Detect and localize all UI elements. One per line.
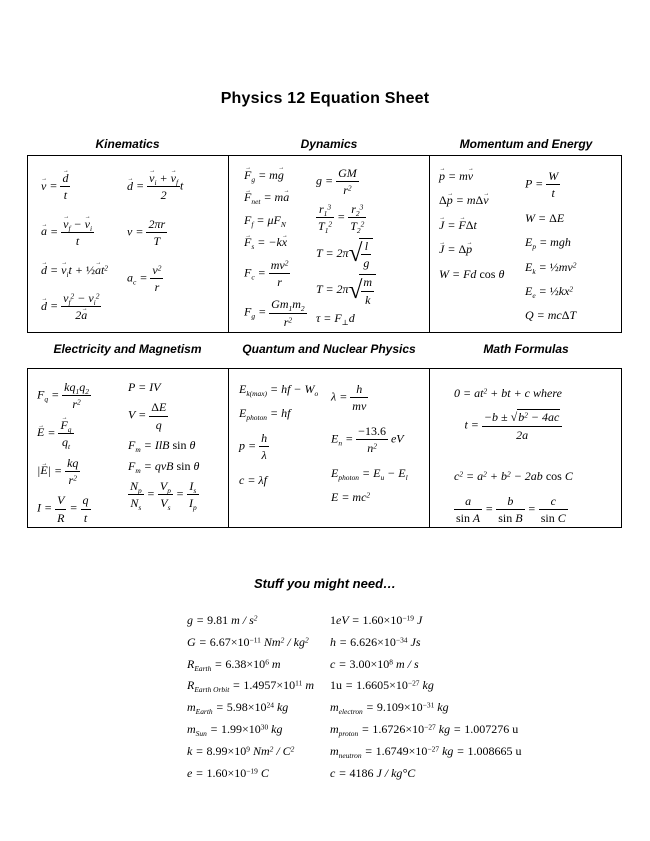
constants-section	[187, 612, 522, 786]
formula: $E_p$ = mgh	[525, 235, 571, 252]
constants-column-1	[187, 612, 330, 786]
formula: T = 2π √ $\frac{m}{k}$	[316, 274, 376, 307]
formula: Δp → = mΔv →	[439, 193, 525, 207]
formula: V = $\frac{\Delta E}{q}$	[128, 400, 167, 432]
formula: $F_m$ = qvB sin θ	[128, 458, 200, 475]
formula: J → = Δp →	[439, 242, 525, 256]
formula: $F_c$ = $\frac{mv^2}{r}$	[244, 257, 289, 289]
formula: p → = mv →	[439, 169, 525, 183]
formula: P = $\frac{W}{t}$	[525, 169, 559, 201]
formula: $E_k$ = $\frac{1}{2}mv^2$	[525, 259, 577, 276]
formula: $m_{neutron} = 1.6749\times 10^{-27}$ kg = 1.008665 u	[330, 743, 522, 760]
formula: $F_q$ = $\frac{kq_1q_2}{r^2}$	[37, 380, 89, 412]
formula: E → = $\frac{F \to_q}{q_t}$	[37, 418, 128, 450]
formula: $E = mc^2$	[331, 489, 371, 504]
formula: g = 9.81 m / $s^2$	[187, 613, 258, 627]
formula: p = $\frac{h}{\lambda}$	[239, 430, 268, 463]
section-momentum-energy	[429, 156, 621, 332]
momentum-column-2	[525, 164, 576, 328]
formula: $F_f = \mu F_N$	[244, 212, 286, 229]
formula: $1eV = 1.60\times 10^{-19}$ J	[330, 613, 423, 627]
formula: g = $\frac{GM}{r^2}$	[316, 166, 357, 198]
formula: P = IV	[128, 380, 161, 394]
section-title-math-formulas: Math Formulas	[483, 342, 569, 356]
quantum-column-1	[239, 377, 331, 492]
formula: $F \to_s = -kx$ →	[244, 235, 316, 249]
formula: $E_{photon} = E_u - E_l$	[331, 465, 408, 482]
formula: $\frac{N_p}{N_s}$ = $\frac{V_p}{V_s}$ = $\frac{I_s}{I_p}$	[130, 478, 197, 513]
formula: $E_{photon}$ = hf	[239, 406, 291, 423]
formula: a → = $\frac{v \to_f - v \to_i}{t}$	[41, 217, 127, 249]
constants-title: Stuff you might need…	[253, 576, 397, 591]
formula: c = 4186 J / kg°C	[330, 765, 416, 780]
quantum-column-2	[331, 377, 408, 509]
formula: $m_{proton} = 1.6726\times 10^{-27}$ kg = 1.007276 u	[330, 721, 519, 738]
em-column-1	[37, 377, 128, 527]
section-kinematics	[28, 156, 228, 332]
formula: Q = mcΔT	[525, 308, 577, 323]
section-title-momentum-energy: Momentum and Energy	[459, 137, 593, 151]
section-title-quantum-nuclear: Quantum and Nuclear Physics	[242, 342, 416, 356]
formula: $R_{Earth} = 6.38\times 10^6$ m	[187, 656, 281, 673]
formula: $1u = 1.6605\times 10^{-27}$ kg	[330, 678, 434, 693]
formula: $F_m$ = IlB sin θ	[128, 438, 196, 455]
equation-table-top	[27, 155, 622, 333]
formula: W = Fd cos θ	[439, 266, 505, 281]
constants-column-2	[330, 612, 522, 786]
momentum-column-1	[439, 164, 525, 286]
section-title-kinematics: Kinematics	[95, 137, 160, 151]
formula: $E_e$ = $\frac{1}{2}kx^2$	[525, 283, 574, 300]
dynamics-column-2	[316, 164, 376, 328]
formula: J → = F →Δt	[439, 218, 525, 232]
formula: $F \to_{net}$ = ma →	[244, 190, 316, 204]
math-column-1	[454, 381, 573, 527]
formula: I = $\frac{V}{R}$ = $\frac{q}{t}$	[37, 493, 89, 525]
formula: v → = $\frac{d \to}{t}$	[41, 171, 127, 203]
formula: t = $\frac{-b \pm √ b^2 - 4ac}{2a}$	[454, 410, 573, 442]
formula: $E_{k(max)}$ = hf − $W_o$	[239, 382, 319, 398]
formula: $e = 1.60\times 10^{-19}$ C	[187, 765, 269, 780]
formula: $k = 8.99\times 10^9$ $Nm^2 / C^2$	[187, 743, 295, 758]
formula: $m_{Sun} = 1.99\times 10^{30}$ kg	[187, 721, 283, 738]
formula: $G = 6.67\times 10^{-11}$ $Nm^2 / kg^2$	[187, 634, 309, 649]
formula: λ = $\frac{h}{mv}$	[331, 382, 367, 414]
formula: T = 2π √ $\frac{l}{g}$	[316, 238, 376, 271]
formula: d → = $\frac{v \to_i + v \to_f}{2}$ t	[127, 171, 183, 203]
formula: $c^2 = a^2 + b^2 - 2ab$ cos C	[454, 469, 573, 484]
section-quantum-nuclear	[228, 369, 429, 527]
formula: $m_{electron} = 9.109\times 10^{-31}$ kg	[330, 700, 449, 717]
section-headers-row-2	[27, 342, 622, 356]
formula: $R_{Earth Orbit} = 1.4957\times 10^{11}$ m	[187, 678, 314, 695]
kinematics-column-2	[127, 164, 183, 301]
kinematics-column-1	[41, 164, 127, 330]
formula: $0 = at^2$ + bt + c where	[454, 386, 562, 400]
formula: $\tau = F_\perp d$	[316, 311, 355, 328]
formula: v = $\frac{2\pi r}{T}$	[127, 216, 166, 249]
em-column-2	[128, 377, 199, 514]
formula: |E →| = $\frac{kq}{r^2}$	[37, 456, 128, 488]
formula: $\frac{r_1^3}{T_1^2}$ = $\frac{r_2^3}{T_2^2}$	[318, 201, 365, 236]
formula: $h = 6.626\times 10^{-34}$ Js	[330, 634, 421, 649]
formula: $m_{Earth} = 5.98\times 10^{24}$ kg	[187, 700, 289, 717]
equation-table-bottom	[27, 368, 622, 528]
formula: $F_g$ = $\frac{Gm_1m_2}{r^2}$	[244, 297, 305, 329]
section-dynamics	[228, 156, 429, 332]
formula: $F \to_g$ = mg →	[244, 168, 316, 182]
page-title: Physics 12 Equation Sheet	[220, 90, 430, 107]
formula: $c = 3.00\times 10^8$ m / s	[330, 656, 419, 671]
formula: d → = $v \to_it$ + ½a $\to t^2$	[41, 263, 127, 277]
formula: $\frac{a}{\text{sin A}}$ = $\frac{b}{\text{sin B}}$ = $\frac{c}{\text{sin C}}$	[456, 493, 566, 525]
formula: W = ΔE	[525, 210, 565, 225]
formula: d → = $\frac{v_f^2 - v_i^2}{2a}$ →	[41, 291, 127, 323]
section-title-electricity-magnetism: Electricity and Magnetism	[53, 342, 202, 356]
section-title-dynamics: Dynamics	[300, 137, 358, 151]
formula: $a_c$ = $\frac{v^2}{r}$	[127, 262, 162, 294]
dynamics-column-1	[244, 164, 316, 332]
section-math-formulas	[429, 369, 621, 527]
section-headers-row-1	[27, 137, 622, 151]
formula: c = λf	[239, 472, 267, 487]
section-electricity-magnetism	[28, 369, 228, 527]
formula: $E_n$ = $\frac{-13.6}{n^2}$ eV	[331, 423, 404, 456]
